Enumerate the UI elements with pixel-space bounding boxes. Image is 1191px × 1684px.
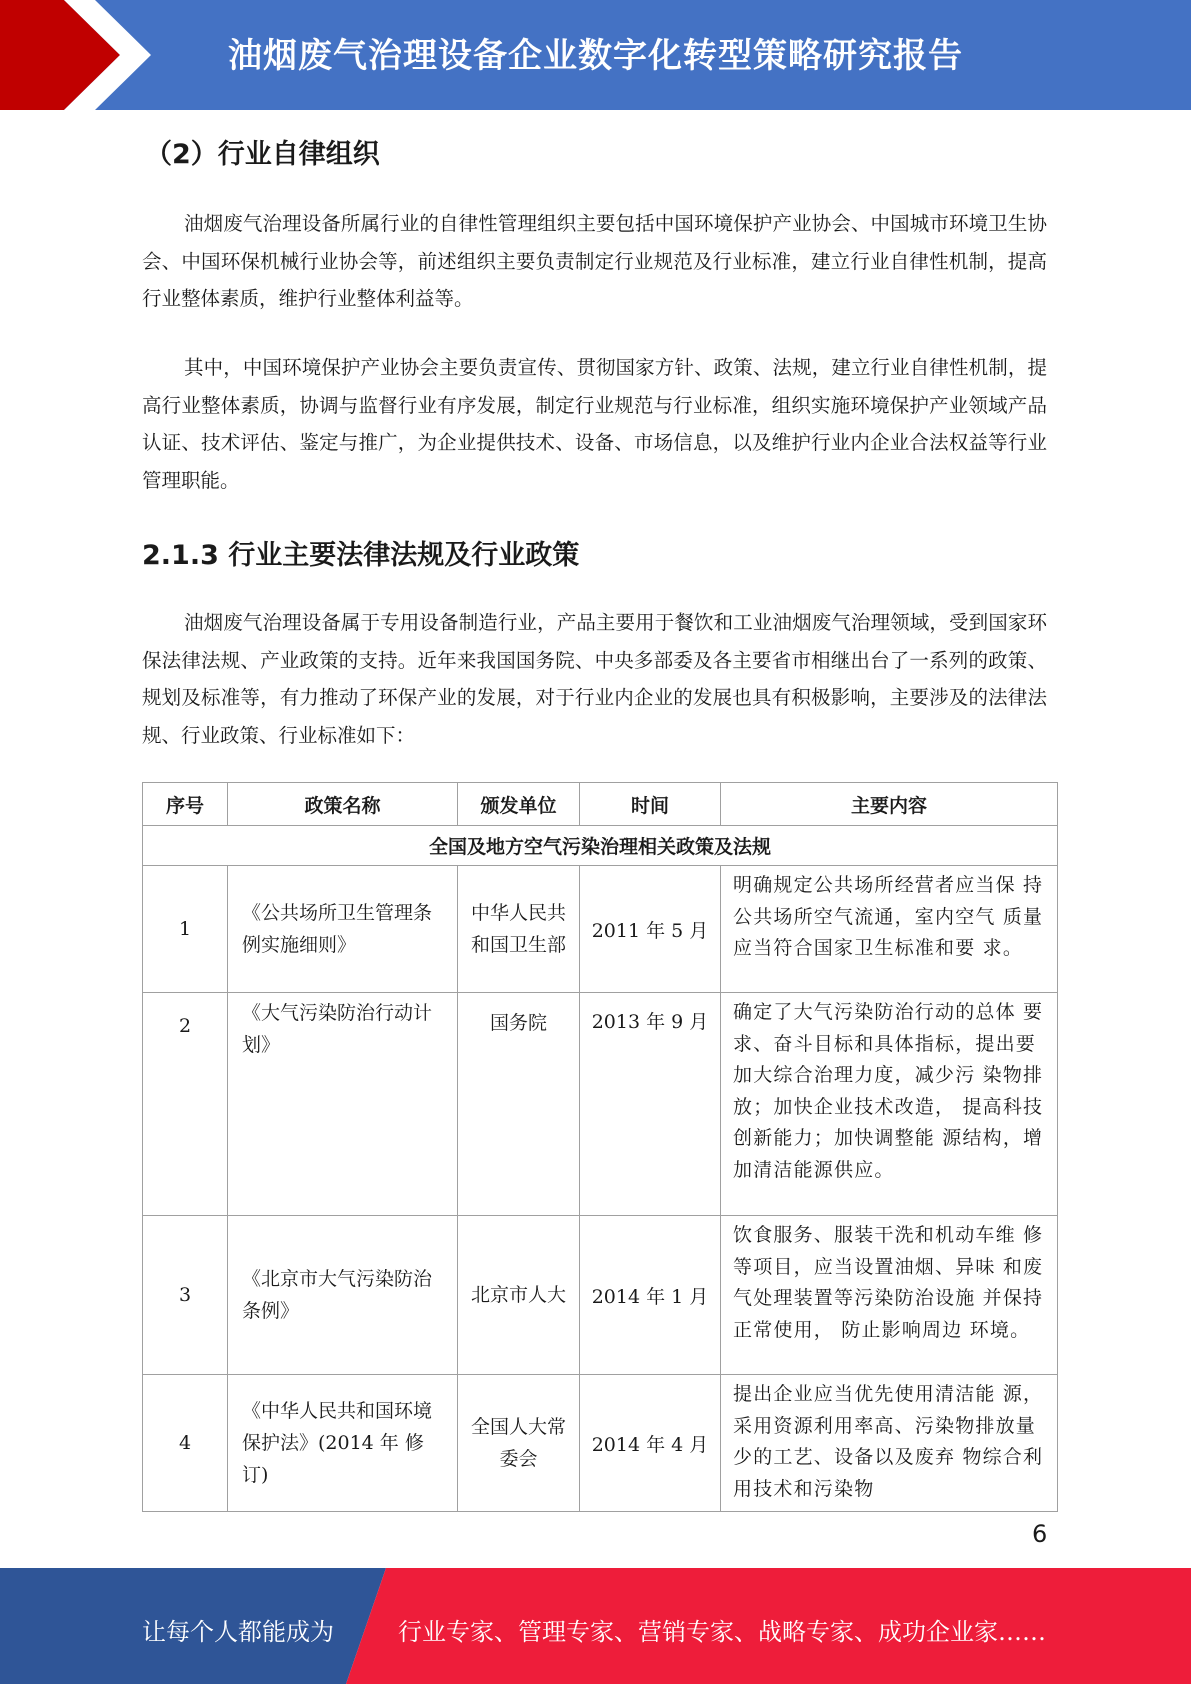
row-policy-name: 《大气污染防治行动计划》 — [228, 993, 458, 1216]
subsection-heading: （2）行业自律组织 — [145, 139, 380, 170]
page-number: 6 — [1032, 1520, 1048, 1548]
row-policy-name: 《北京市大气污染防治条例》 — [228, 1216, 458, 1375]
table-row — [143, 993, 1058, 1216]
row-issuer: 中华人民共和国卫生部 — [458, 866, 580, 993]
row-issuer: 国务院 — [458, 993, 580, 1216]
section-row-label: 全国及地方空气污染治理相关政策及法规 — [143, 826, 1058, 866]
header-content: 主要内容 — [721, 783, 1058, 826]
header-num: 序号 — [143, 783, 228, 826]
paragraph-association-duties: 其中，中国环境保护产业协会主要负责宣传、贯彻国家方针、政策、法规，建立行业自律性机制，提高行业整体素质，协调与监督行业有序发展，制定行业规范与行业标准，组织实施环境保护产业领域产品认证、技术评估、鉴定与推广，为企业提供技术、设备、市场信息，以及维护行业内企业合法权益等行业管理职能。 — [142, 356, 1047, 492]
row-num: 1 — [143, 866, 228, 993]
row-content: 提出企业应当优先使用清洁能 源，采用资源利用率高、污染物排放量少的工艺、设备以及废弃 物综合利用技术和污染物 — [721, 1375, 1058, 1512]
page-header — [0, 0, 1191, 110]
table-section-row — [143, 826, 1058, 866]
row-issuer: 全国人大常委会 — [458, 1375, 580, 1512]
report-title: 油烟废气治理设备企业数字化转型策略研究报告 — [228, 36, 963, 76]
row-time: 2014 年 1 月 — [580, 1216, 721, 1375]
header-policy-name: 政策名称 — [228, 783, 458, 826]
table-row — [143, 866, 1058, 993]
header-issuer: 颁发单位 — [458, 783, 580, 826]
row-time: 2011 年 5 月 — [580, 866, 721, 993]
row-content: 明确规定公共场所经营者应当保 持公共场所空气流通，室内空气 质量应当符合国家卫生标准和要 求。 — [721, 866, 1058, 993]
table-header-row — [143, 783, 1058, 826]
row-issuer: 北京市人大 — [458, 1216, 580, 1375]
row-policy-name: 《中华人民共和国环境保护法》(2014 年 修订) — [228, 1375, 458, 1512]
row-time: 2014 年 4 月 — [580, 1375, 721, 1512]
table-row — [143, 1375, 1058, 1512]
paragraph-policy-intro: 油烟废气治理设备属于专用设备制造行业，产品主要用于餐饮和工业油烟废气治理领域，受到国家环保法律法规、产业政策的支持。近年来我国国务院、中央多部委及各主要省市相继出台了一系列的政策、规划及标准等，有力推动了环保产业的发展，对于行业内企业的发展也具有积极影响，主要涉及的法律法规、行业政策、行业标准如下： — [142, 611, 1047, 747]
table-row — [143, 1216, 1058, 1375]
row-num: 2 — [143, 993, 228, 1216]
row-content: 饮食服务、服装干洗和机动车维 修等项目，应当设置油烟、异味 和废气处理装置等污染防治设施 并保持正常使用， 防止影响周边 环境。 — [721, 1216, 1058, 1375]
row-num: 4 — [143, 1375, 228, 1512]
row-num: 3 — [143, 1216, 228, 1375]
policy-table — [142, 782, 1058, 1512]
footer-slogan-left: 让每个人都能成为 — [142, 1618, 334, 1646]
row-policy-name: 《公共场所卫生管理条例实施细则》 — [228, 866, 458, 993]
row-time: 2013 年 9 月 — [580, 993, 721, 1216]
paragraph-self-regulation: 油烟废气治理设备所属行业的自律性管理组织主要包括中国环境保护产业协会、中国城市环境卫生协会、中国环保机械行业协会等，前述组织主要负责制定行业规范及行业标准，建立行业自律性机制，提高行业整体素质，维护行业整体利益等。 — [142, 212, 1047, 310]
row-content: 确定了大气污染防治行动的总体 要求、奋斗目标和具体指标，提出要加大综合治理力度，减少污 染物排放；加快企业技术改造， 提高科技创新能力；加快调整能 源结构，增加清洁能源供应。 — [721, 993, 1058, 1216]
page-footer — [0, 1568, 1191, 1684]
header-time: 时间 — [580, 783, 721, 826]
section-heading: 2.1.3 行业主要法律法规及行业政策 — [142, 540, 580, 571]
footer-slogan-right: 行业专家、管理专家、营销专家、战略专家、成功企业家…… — [398, 1618, 1046, 1646]
